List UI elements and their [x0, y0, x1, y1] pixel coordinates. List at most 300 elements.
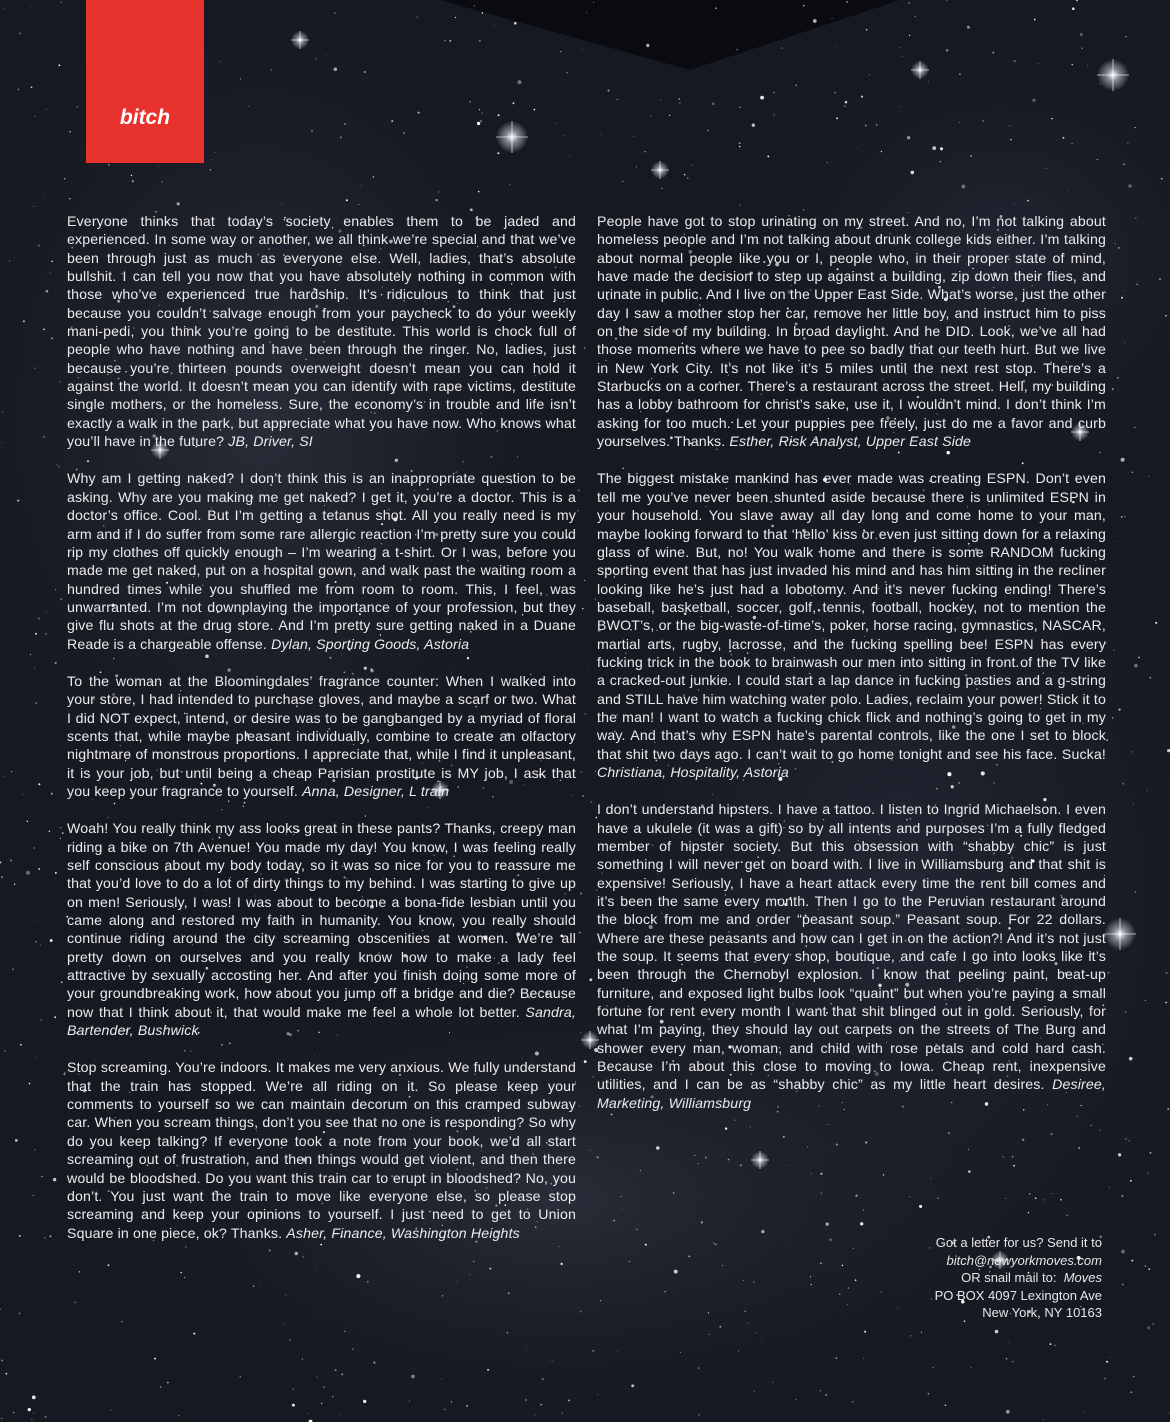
star — [754, 1390, 755, 1391]
star — [661, 188, 663, 190]
star — [738, 1350, 739, 1351]
star — [902, 56, 903, 57]
star — [340, 1414, 341, 1415]
star — [1121, 516, 1122, 517]
star — [1133, 803, 1134, 804]
star — [836, 1357, 838, 1359]
star — [1013, 203, 1014, 204]
star — [761, 1230, 764, 1233]
star — [49, 831, 50, 832]
letter-body: Stop screaming. You’re indoors. It makes me very anxious. We fully understand that the train has stopped. We’re all riding on it. So please keep your comments to yourself so we can maintain decorum on this cramped subway car. When you scream things, don’t you see that no one is responding? So why do you keep talking? If everyone took a note from your book, we’d all start screaming out of frustration, and then things would get violent, and then there would be bloodshed. Do you want this train car to erupt in bloodshed? No, you don’t. You just want the train to move like everyone else, so please stop screaming and keep your opinions to yourself. I just need to get to Union Square in one piece, ok? Thanks. — [67, 1059, 576, 1241]
star — [821, 1193, 822, 1194]
star — [1005, 1198, 1006, 1199]
star — [61, 981, 63, 983]
star — [311, 130, 313, 132]
star — [293, 1389, 294, 1390]
star — [12, 968, 13, 969]
star — [928, 81, 929, 82]
star — [1108, 972, 1110, 974]
star — [1122, 1284, 1123, 1285]
star — [34, 116, 35, 117]
section-tab — [86, 0, 204, 163]
star — [650, 115, 651, 116]
star — [1050, 1133, 1052, 1135]
star — [937, 1198, 938, 1199]
star — [284, 1324, 285, 1325]
star — [1009, 125, 1010, 126]
star — [50, 273, 51, 274]
star — [1067, 190, 1068, 191]
star — [38, 245, 40, 247]
star — [1034, 19, 1036, 21]
star — [317, 1316, 318, 1317]
letter — [597, 800, 1106, 1112]
star — [512, 102, 514, 104]
star — [1106, 739, 1108, 741]
star — [36, 702, 37, 703]
star — [33, 1195, 34, 1196]
star — [45, 633, 47, 635]
star — [27, 821, 29, 823]
star — [4, 1050, 6, 1052]
star — [185, 1399, 186, 1400]
star — [968, 1149, 969, 1150]
star — [1013, 1165, 1015, 1167]
star — [594, 598, 596, 600]
star — [1112, 717, 1113, 718]
bright-star — [1104, 918, 1136, 950]
star — [1032, 99, 1035, 102]
star — [580, 1032, 581, 1033]
star — [184, 1277, 185, 1278]
star — [743, 1280, 744, 1281]
star — [40, 1019, 41, 1020]
star — [869, 74, 870, 75]
star — [629, 1261, 630, 1262]
star — [586, 12, 587, 13]
star — [1148, 1268, 1150, 1270]
bright-star — [291, 31, 309, 49]
star — [773, 92, 775, 94]
star — [590, 1150, 592, 1152]
star — [1127, 142, 1128, 143]
star — [108, 164, 109, 165]
star — [865, 1142, 867, 1144]
star — [69, 131, 71, 133]
snail-prefix: OR snail mail to: — [961, 1270, 1057, 1285]
star — [1138, 657, 1140, 659]
star — [569, 155, 570, 156]
star — [527, 1346, 528, 1347]
star — [316, 1377, 317, 1378]
star — [451, 1401, 452, 1402]
star — [335, 1369, 337, 1371]
star — [64, 1072, 66, 1074]
star — [584, 347, 586, 349]
star — [581, 771, 583, 773]
star — [1135, 892, 1136, 893]
star — [57, 464, 58, 465]
star — [698, 1414, 700, 1416]
star — [1135, 217, 1137, 219]
star — [739, 146, 741, 148]
star — [644, 151, 645, 152]
star — [826, 1222, 829, 1225]
star — [60, 838, 61, 839]
star — [442, 1295, 444, 1297]
star — [69, 198, 70, 199]
star — [31, 1419, 32, 1420]
star — [477, 122, 480, 125]
star — [876, 124, 877, 125]
star — [915, 16, 916, 17]
star — [478, 191, 480, 193]
star — [481, 112, 482, 113]
star — [836, 117, 838, 119]
star — [540, 1404, 541, 1405]
star — [59, 381, 60, 382]
star — [1125, 342, 1126, 343]
star — [507, 1332, 508, 1333]
star — [909, 35, 910, 36]
star — [46, 109, 47, 110]
star — [864, 1331, 866, 1333]
star — [373, 1362, 375, 1364]
star — [332, 1396, 333, 1397]
star — [701, 1221, 703, 1223]
star — [285, 1295, 286, 1296]
star — [340, 136, 342, 138]
star — [38, 618, 40, 620]
star — [582, 795, 584, 797]
star — [1067, 1215, 1068, 1216]
star — [836, 1144, 838, 1146]
star — [1046, 168, 1047, 169]
star — [1121, 297, 1123, 299]
star — [562, 1413, 563, 1414]
star — [592, 1350, 594, 1352]
letter-body: People have got to stop urinating on my street. And no, I’m not talking about homeless people and I’m not talking about drunk college kids either. I’m talking about normal people like you or I, people who, in their proper state of mind, have made the decision to step up against a building, zip down their flies, and urinate in public. And I live on the Upper East Side. What’s worse, just the other day I saw a mother stop her car, remove her little boy, and instruct him to piss on the side of my building. In broad daylight. And he DID. Look, we’ve all had those moments where we have to pee so badly that our teeth hurt. But we live in New York City. It’s not like it’s 5 miles until the next rest stop. There’s a Starbucks on a corner. There’s a restaurant across the street. Hell, my building has a lobby bathroom for christ’s sake, use it, I wouldn’t mind. I don’t think I’m asking for too much. Let your puppies pee freely, just do me a favor and curb yourselves. Thanks. — [597, 213, 1106, 450]
star — [323, 1386, 325, 1388]
star — [796, 1399, 797, 1400]
star — [773, 114, 775, 116]
star — [970, 155, 972, 157]
star — [939, 161, 941, 163]
star — [29, 1261, 30, 1262]
star — [691, 165, 692, 166]
star — [744, 1310, 746, 1312]
letter — [67, 1058, 576, 1241]
star — [635, 5, 636, 6]
star — [1124, 291, 1125, 292]
star — [789, 1165, 790, 1166]
star — [1071, 64, 1072, 65]
star — [161, 181, 163, 183]
star — [441, 1378, 442, 1379]
star — [1112, 388, 1114, 390]
star — [739, 142, 741, 144]
star — [620, 1196, 621, 1197]
star — [719, 1326, 721, 1328]
star — [29, 1083, 31, 1085]
star — [180, 1272, 181, 1273]
star — [51, 260, 53, 262]
star — [1010, 139, 1011, 140]
star — [2, 411, 3, 412]
star — [846, 1, 848, 3]
star — [1014, 60, 1016, 62]
star — [37, 920, 38, 921]
star — [435, 199, 437, 201]
star — [834, 92, 836, 94]
star — [584, 1060, 587, 1063]
star — [930, 1178, 931, 1179]
star — [302, 1359, 303, 1360]
star — [240, 1376, 241, 1377]
star — [679, 102, 680, 103]
star — [32, 1396, 36, 1400]
star — [705, 1157, 707, 1159]
star — [617, 1351, 618, 1352]
star — [1084, 1412, 1085, 1413]
star — [1113, 649, 1115, 651]
star — [219, 61, 220, 62]
star — [1134, 664, 1138, 668]
star — [600, 1300, 601, 1301]
star — [356, 1274, 360, 1278]
star — [43, 193, 44, 194]
star — [1161, 178, 1163, 180]
star — [1062, 137, 1064, 139]
letter-signature: Christiana, Hospitality, Astoria — [597, 763, 789, 780]
star — [20, 1044, 22, 1046]
star — [1131, 1260, 1133, 1262]
star — [416, 16, 417, 17]
star — [13, 1412, 15, 1414]
star — [51, 793, 53, 795]
star — [1050, 1343, 1052, 1345]
star — [34, 1149, 36, 1151]
star — [781, 1394, 782, 1395]
star — [1051, 118, 1052, 119]
star — [1012, 1156, 1013, 1157]
star — [590, 801, 592, 803]
star — [1152, 1323, 1153, 1324]
star — [1097, 159, 1098, 160]
star — [346, 199, 348, 201]
star — [928, 1393, 929, 1394]
star — [845, 101, 847, 103]
star — [3, 776, 4, 777]
star — [592, 1076, 594, 1078]
star — [1167, 1108, 1169, 1110]
star — [772, 1382, 773, 1383]
contact-snail-line — [782, 1269, 1102, 1287]
star — [580, 1311, 582, 1313]
star — [167, 1382, 169, 1384]
star — [1148, 476, 1149, 477]
star — [534, 1414, 535, 1415]
star — [560, 1263, 562, 1265]
star — [525, 1399, 526, 1400]
star — [967, 26, 970, 29]
star — [684, 174, 686, 176]
letter-signature: Sandra, Bartender, Bushwick — [67, 1003, 576, 1039]
star — [270, 69, 272, 71]
star — [22, 794, 23, 795]
star — [341, 1374, 343, 1376]
star — [907, 136, 910, 139]
letter-signature: Asher, Finance, Washington Heights — [286, 1224, 520, 1241]
letter-body: Woah! You really think my ass looks great in these pants? Thanks, creepy man riding a bike on 7th Avenue! You made my day! You know, I was feeling really self conscious about my body today, so it was so nice for you to reassure me that you’d love to do a lot of dirty things to my behind. I was starting to give up on men! Seriously, I was! I was about to become a bona-fide lesbian until you came along and restored my faith in humanity. You know, you really should continue riding around the city screaming obscenities at women. We’re all pretty down on ourselves and you really know how to make a lady feel attractive by sexually accosting her. And after you finish doing some more of your groundbreaking work, how about you jump off a bridge and die? Because now that I think about it, that would make me feel a whole lot better. — [67, 820, 576, 1020]
star — [645, 1244, 647, 1246]
star — [816, 1195, 817, 1196]
star — [38, 783, 40, 785]
star — [656, 1146, 659, 1149]
star — [1133, 1376, 1135, 1378]
star — [444, 1409, 445, 1410]
star — [53, 1178, 56, 1181]
star — [564, 135, 565, 136]
letter — [597, 212, 1106, 450]
star — [178, 1415, 179, 1416]
bright-star — [751, 1151, 769, 1169]
star — [908, 2, 910, 4]
star — [28, 1408, 31, 1411]
star — [760, 96, 764, 100]
star — [35, 633, 37, 635]
star — [63, 1073, 65, 1075]
star — [865, 125, 867, 127]
address-line-2: New York, NY 10163 — [982, 1305, 1102, 1320]
star — [64, 178, 65, 179]
star — [411, 1375, 415, 1379]
star — [107, 1264, 109, 1266]
star — [948, 1132, 950, 1134]
star — [1134, 127, 1135, 128]
star — [177, 202, 180, 205]
star — [753, 1281, 754, 1282]
star — [367, 1281, 369, 1283]
star — [796, 85, 797, 86]
star — [413, 161, 414, 162]
star — [739, 204, 741, 206]
star — [281, 203, 282, 204]
star — [679, 98, 681, 100]
star — [31, 86, 33, 88]
star — [636, 1228, 638, 1230]
letter — [67, 469, 576, 652]
star — [487, 1369, 489, 1371]
star — [292, 1404, 295, 1407]
star — [534, 109, 536, 111]
star — [1003, 1156, 1004, 1157]
star — [19, 1312, 21, 1314]
letters-column-right — [597, 212, 1106, 1131]
star — [474, 5, 475, 6]
star — [863, 1209, 864, 1210]
star — [1165, 1002, 1167, 1004]
star — [26, 871, 30, 875]
star — [193, 1333, 195, 1335]
star — [1145, 1000, 1146, 1001]
star — [1130, 1180, 1132, 1182]
star — [18, 89, 20, 91]
star — [211, 159, 212, 160]
star — [1109, 1357, 1110, 1358]
star — [813, 19, 817, 23]
star — [55, 662, 57, 664]
star — [560, 51, 561, 52]
star — [555, 123, 556, 124]
star — [494, 25, 495, 26]
letter-signature: Anna, Designer, L train — [302, 782, 450, 799]
star — [582, 49, 583, 50]
star — [352, 1348, 354, 1350]
star — [577, 510, 578, 511]
star — [110, 1409, 111, 1410]
star — [946, 49, 949, 52]
star — [712, 103, 715, 106]
star — [46, 290, 49, 293]
star — [856, 147, 857, 148]
star — [1008, 1342, 1009, 1343]
star — [783, 1136, 785, 1138]
star — [674, 1270, 678, 1274]
star — [694, 1155, 695, 1156]
star — [479, 40, 480, 41]
star — [444, 40, 445, 41]
contact-email[interactable]: bitch@newyorkmoves.com — [946, 1252, 1102, 1268]
star — [33, 1412, 35, 1414]
star — [803, 5, 804, 6]
star — [622, 181, 623, 182]
star — [316, 1268, 317, 1269]
star — [46, 612, 47, 613]
star — [1, 1418, 2, 1419]
star — [1028, 1212, 1029, 1213]
star — [30, 6, 31, 7]
star — [1125, 1011, 1127, 1013]
star — [1119, 709, 1121, 711]
star — [747, 1323, 748, 1324]
star — [589, 978, 592, 981]
star — [669, 115, 670, 116]
star — [480, 120, 481, 121]
star — [1131, 751, 1132, 752]
star — [391, 120, 393, 122]
star — [825, 1394, 827, 1396]
star — [579, 1105, 580, 1106]
star — [1150, 1152, 1152, 1154]
star — [597, 1394, 598, 1395]
star — [863, 1358, 864, 1359]
star — [1129, 1057, 1133, 1061]
star — [508, 1292, 510, 1294]
letter — [67, 212, 576, 450]
star — [832, 18, 833, 19]
star — [449, 40, 451, 42]
star — [961, 185, 965, 189]
star — [498, 114, 500, 116]
star — [698, 1163, 699, 1164]
star — [154, 1358, 156, 1360]
letter-body: Everyone thinks that today’s society enables them to be jaded and experienced. In some way or another, we all think we’re special and that we’ve been through just as much as everyone else. Well, ladies, that’s absolute bullshit. I can tell you now that you have absolutely nothing in common with those who’ve experienced true hardship. It’s ridiculous to think that just because you couldn’t salvage enough from your paycheck to do your weekly mani-pedi, you think you’re going to be destitute. This world is chock full of people who have nothing and have been through the ringer. No, ladies, just because you’re thirteen pounds overweight doesn’t mean you can hold it against the world. It doesn’t mean you can identify with rape victims, destitute single mothers, or the homeless. Sure, the economy’s in trouble and life isn’t exactly a walk in the park, but appreciate what you have now. Who knows what you’ll have in the future? — [67, 213, 576, 450]
star — [739, 106, 741, 108]
star — [41, 1176, 42, 1177]
star — [14, 883, 16, 885]
star — [58, 64, 60, 66]
